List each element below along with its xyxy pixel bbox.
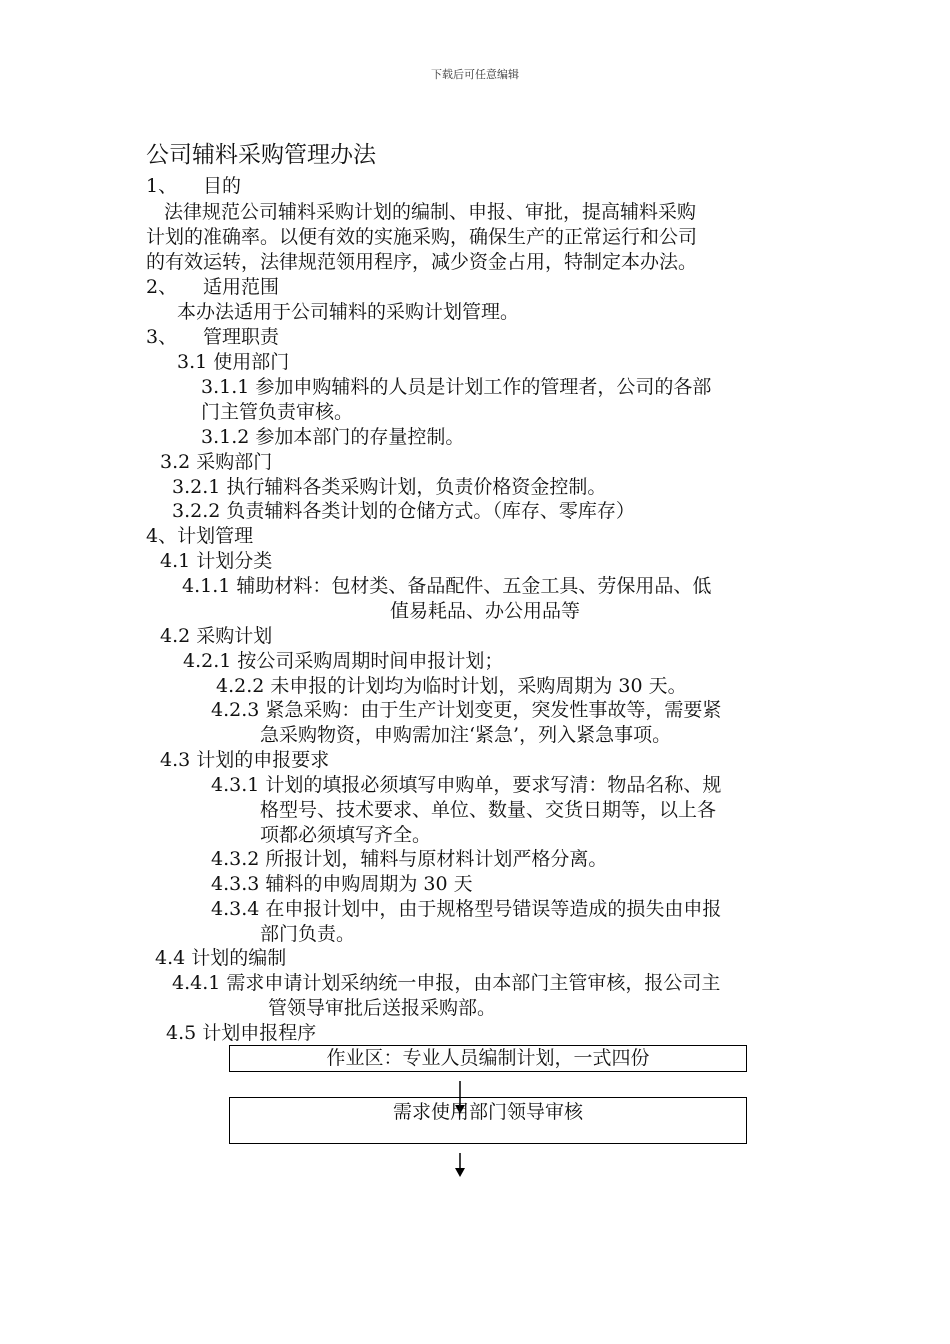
paragraph-line: 4.2.1 按公司采购周期时间申报计划； [183, 650, 504, 672]
flow-box-1-label: 作业区：专业人员编制计划，一式四份 [326, 1047, 650, 1069]
paragraph-line: 4.3.4 在申报计划中，由于规格型号错误等造成的损失由申报 [211, 898, 722, 920]
subsection-heading: 4.1 计划分类 [160, 550, 273, 572]
paragraph-line: 4.4.1 需求申请计划采纳统一申报，由本部门主管审核，报公司主 [172, 972, 721, 994]
paragraph-line: 3.2.1 执行辅料各类采购计划，负责价格资金控制。 [172, 476, 607, 498]
paragraph-line: 门主管负责审核。 [201, 401, 354, 423]
paragraph-line: 3.1.2 参加本部门的存量控制。 [201, 426, 465, 448]
paragraph-line: 4.2.2 未申报的计划均为临时计划，采购周期为 30 天。 [216, 675, 687, 697]
paragraph-line: 4.3.1 计划的填报必须填写申购单，要求写清：物品名称、规 [211, 774, 722, 796]
subsection-heading: 3.1 使用部门 [177, 351, 290, 373]
section-number: 2、 [146, 276, 178, 298]
flow-box-2 [229, 1097, 747, 1144]
paragraph-line: 的有效运转，法律规范领用程序，减少资金占用，特制定本办法。 [146, 251, 698, 273]
paragraph-line: 管领导审批后送报采购部。 [268, 997, 497, 1019]
paragraph-line: 4.2.3 紧急采购：由于生产计划变更，突发性事故等，需要紧 [211, 699, 722, 721]
paragraph-line: 4.3.3 辅料的申购周期为 30 天 [211, 873, 473, 895]
paragraph-line: 急采购物资，申购需加注‘紧急’，列入紧急事项。 [260, 724, 672, 746]
paragraph-line: 本办法适用于公司辅料的采购计划管理。 [177, 301, 520, 323]
paragraph-line: 格型号、技术要求、单位、数量、交货日期等，以上各 [260, 799, 717, 821]
document-title: 公司辅料采购管理办法 [146, 142, 376, 168]
section-heading: 目的 [203, 175, 242, 197]
flow-box-1 [229, 1045, 747, 1072]
paragraph-line: 值易耗品、办公用品等 [390, 600, 581, 622]
section-number: 1、 [146, 175, 178, 197]
section-heading: 管理职责 [203, 326, 280, 348]
section-heading: 适用范围 [203, 276, 280, 298]
subsection-heading: 4.4 计划的编制 [155, 947, 287, 969]
paragraph-line: 4.1.1 辅助材料：包材类、备品配件、五金工具、劳保用品、低 [182, 575, 712, 597]
paragraph-line: 4.3.2 所报计划，辅料与原材料计划严格分离。 [211, 848, 608, 870]
page-header: 下载后可任意编辑 [431, 68, 519, 81]
subsection-heading: 4.2 采购计划 [160, 625, 273, 647]
paragraph-line: 3.1.1 参加申购辅料的人员是计划工作的管理者，公司的各部 [201, 376, 712, 398]
flow-arrow-down-icon [452, 1153, 468, 1179]
paragraph-line: 3.2.2 负责辅料各类计划的仓储方式。（库存、零库存） [172, 500, 635, 522]
flow-box-2-label: 需求使用部门领导审核 [392, 1101, 583, 1123]
paragraph-line: 项都必须填写齐全。 [260, 824, 432, 846]
subsection-heading: 4.3 计划的申报要求 [160, 749, 330, 771]
subsection-heading: 3.2 采购部门 [160, 451, 273, 473]
section-heading: 4、计划管理 [146, 525, 254, 547]
subsection-heading: 4.5 计划申报程序 [166, 1022, 317, 1044]
section-number: 3、 [146, 326, 178, 348]
paragraph-line: 法律规范公司辅料采购计划的编制、申报、审批，提高辅料采购 [164, 201, 697, 223]
paragraph-line: 计划的准确率。以便有效的实施采购，确保生产的正常运行和公司 [146, 226, 698, 248]
paragraph-line: 部门负责。 [260, 923, 356, 945]
